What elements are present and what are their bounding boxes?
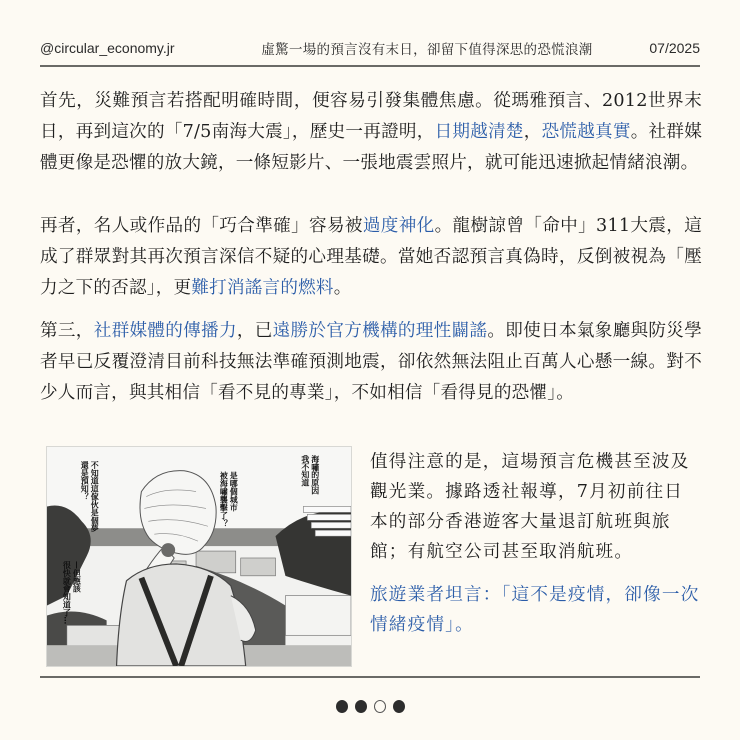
page-header bbox=[40, 38, 700, 58]
svg-text:不知道這傢伙是個夢: 不知道這傢伙是個夢 bbox=[90, 460, 100, 533]
page-dot-2[interactable] bbox=[355, 700, 367, 713]
svg-text:是哪個城市: 是哪個城市 bbox=[229, 471, 239, 512]
account-handle: @circular_economy.jr bbox=[40, 40, 175, 56]
paragraph-second bbox=[40, 211, 702, 304]
svg-text:我不知道: 我不知道 bbox=[300, 454, 310, 487]
industry-quote: 旅遊業者坦言：「這不是疫情，卻像一次情緒疫情」。 bbox=[370, 585, 700, 635]
footer-divider bbox=[40, 676, 700, 678]
page-indicator[interactable] bbox=[0, 700, 740, 713]
paragraph-third bbox=[40, 316, 702, 409]
page-title: 虛驚一場的預言沒有末日，卻留下值得深思的恐慌浪潮 bbox=[261, 42, 593, 58]
page-dot-1[interactable] bbox=[336, 700, 348, 713]
highlighted-phrase: 難打消謠言的燃料 bbox=[191, 278, 334, 298]
post-date: 07/2025 bbox=[649, 40, 700, 56]
highlighted-phrase: 社群媒體的傳播力 bbox=[93, 321, 237, 341]
svg-text:海嘯的原因: 海嘯的原因 bbox=[310, 454, 320, 495]
highlighted-phrase: 遠勝於官方機構的理性闢謠 bbox=[272, 321, 488, 341]
highlighted-phrase: 過度神化 bbox=[362, 216, 435, 236]
body-text: 。社群媒體更像是恐懼的放大鏡，一條短影片、一張地震雲照片，就可能迅速掀起情緒浪潮。 bbox=[40, 122, 702, 173]
body-text: 再者，名人或作品的「巧合準確」容易被 bbox=[40, 216, 363, 236]
body-text: 。即使日本氣象廳與防災學者早已反覆澄清目前科技無法準確預測地震，卻依然無法阻止百萬人心懸一線。對不少人而言，與其相信「看不見的專業」，不如相信「看得見的恐懼」。 bbox=[40, 321, 702, 403]
svg-text:—但應該: —但應該 bbox=[72, 560, 82, 593]
page-dot-3-current[interactable] bbox=[374, 700, 386, 713]
svg-text:還是預知？: 還是預知？ bbox=[80, 460, 90, 501]
manga-illustration bbox=[46, 446, 352, 667]
tourism-paragraph: 值得注意的是，這場預言危機甚至波及觀光業。據路透社報導，7月初前往日本的部分香港遊客大量退訂航班與旅館；有航空公司甚至取消航班。 bbox=[370, 452, 690, 562]
body-text: 首先，災難預言若搭配明確時間，便容易引發集體焦慮。從瑪雅預言、2012世界末日，再到這次的「7/5南海大震」，歷史一再證明， bbox=[40, 91, 702, 142]
paragraph-first bbox=[40, 86, 702, 179]
body-text: 第三， bbox=[40, 321, 94, 341]
svg-text:被海嘯襲擊了？: 被海嘯襲擊了？ bbox=[219, 471, 229, 528]
manga-panel-image bbox=[47, 447, 351, 666]
highlighted-phrase: 日期越清楚 bbox=[434, 122, 524, 142]
body-text: 。龍樹諒曾「命中」311大震，這成了群眾對其再次預言深信不疑的心理基礎。當她否認預言真偽時，反倒被視為「壓力之下的否認」，更 bbox=[40, 216, 702, 298]
body-text: 。 bbox=[333, 278, 352, 298]
header-divider bbox=[40, 65, 700, 67]
svg-text:很快就會知道了…: 很快就會知道了… bbox=[62, 560, 72, 625]
body-text: ，已 bbox=[236, 321, 273, 341]
page-dot-4[interactable] bbox=[393, 700, 405, 713]
highlighted-phrase: 恐慌越真實 bbox=[541, 122, 631, 142]
body-text: ， bbox=[523, 122, 542, 142]
